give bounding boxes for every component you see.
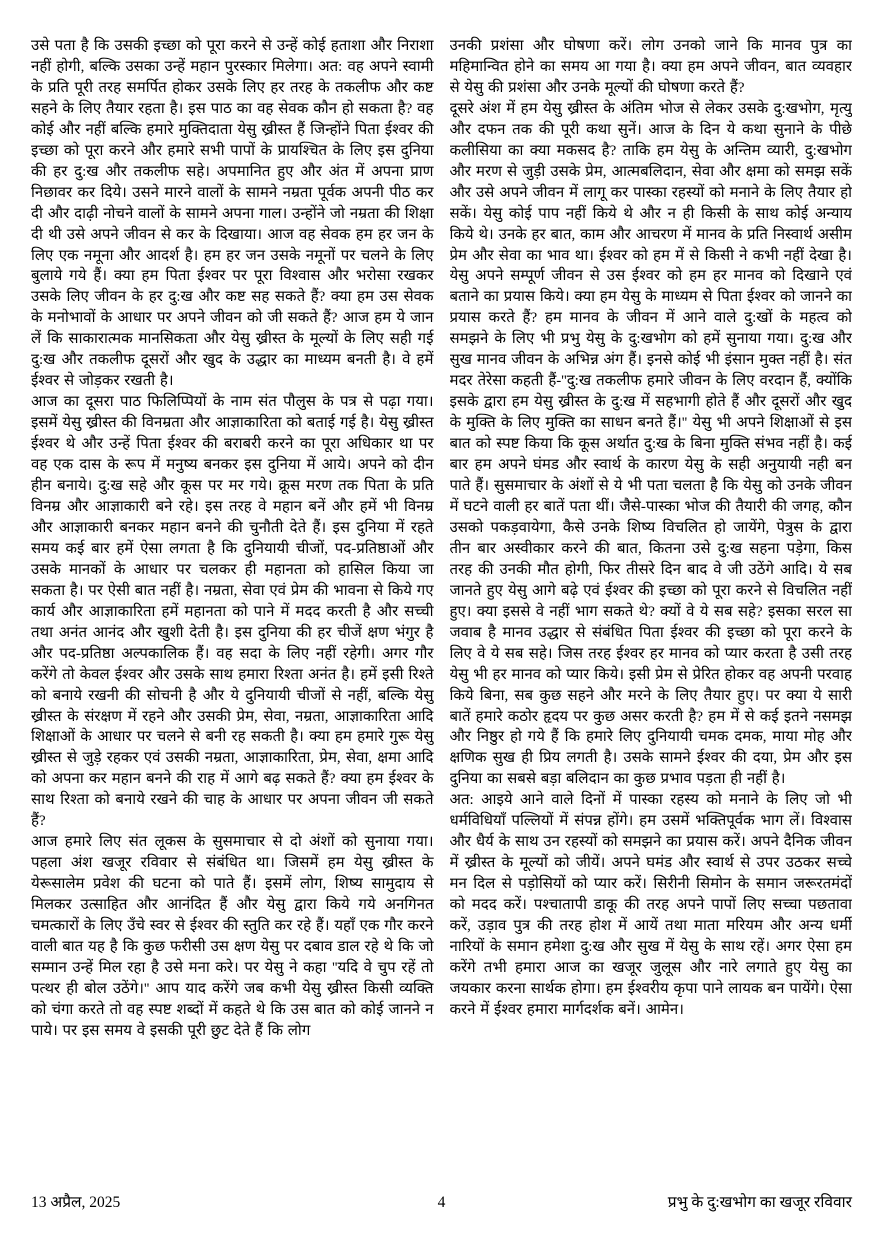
paragraph: उनकी प्रशंसा और घोषणा करें। लोग उनको जाने कि मानव पुत्र का महिमान्वित होने का समय आ गया है। क्या हम अपने जीवन, बात व्यवहार से येसु की प्रशंसा और उनके मूल्यों की घोषणा करते हैं? (449, 38, 852, 96)
paragraph: दूसरे अंश में हम येसु ख्रीस्त के अंतिम भोज से लेकर उसके दु:खभोग, मृत्यु और दफन तक की पूरी कथा सुनें। आज के दिन ये कथा सुनाने के पीछे कलीसिया का क्या मकसद है? ताकि हम येसु के अन्तिम व्यारी, दु:खभोग और मरण से जुड़ी उसके प्रेम, आत्मबलिदान, सेवा और क्षमा को समझ सकें और उसे अपने जीवन में लागू कर पास्का रहस्यों को मनाने के लिए तैयार हो सकें। येसु कोई पाप नहीं किये थे और न ही किसी के साथ कोई अन्याय किये थे। उनके हर बात, काम और आचरण में मानव के प्रति निस्वार्थ असीम प्रेम और सेवा का भाव था। ईश्वर को हम में से किसी ने कभी नहीं देखा है। येसु अपने सम्पूर्ण जीवन से उस ईश्वर को हम हर मानव को दिखाने एवं बताने का प्रयास किये। क्या हम येसु के माध्यम से पिता ईश्वर को जानने का प्रयास करते हैं? हम मानव के जीवन में आने वाले दु:खों के महत्व को समझने के लिए भी प्रभु येसु के दु:खभोग को हमें सुनाया गया। दु:ख और सुख मानव जीवन के अभिन्न अंग हैं। इनसे कोई भी इंसान मुक्त नहीं है। संत मदर तेरेसा कहती हैं-''दु:ख तकलीफ हमारे जीवन के लिए वरदान हैं, क्योंकि इसके द्वारा हम येसु ख्रीस्त के दु:ख में सहभागी होते हैं और दूसरों और खुद के मुक्ति के लिए मुक्ति का साधन बनते हैं।'' येसु भी अपने शिक्षाओं से इस बात को स्पष्ट किया कि कूस अर्थात दु:ख के बिना मुक्ति संभव नहीं है। कई बार हम अपने घंमड और स्वार्थ के कारण येसु के सही अनुयायी नही बन पाते हैं। सुसमाचार के अंशों से ये भी पता चलता है कि येसु को उनके जीवन में घटने वाली हर बातें पता थीं। जैसे-पास्का भोज की तैयारी की जगह, कौन उसको पकड़वायेगा, कैसे उनके शिष्य विचलित हो जायेंगे, पेत्रुस के द्वारा तीन बार अस्वीकार करने की बात, कितना उसे दु:ख सहना पड़ेगा, किस तरह की उनकी मौत होगी, फिर तीसरे दिन बाद वे जी उठेंगे आदि। ये सब जानते हुए येसु आगे बढ़े एवं ईश्वर की इच्छा को पूरा करने से विचलित नहीं हुए। क्या इससे वे नहीं भाग सकते थे? क्यों वे ये सब सहे? इसका सरल सा जवाब है मानव उद्धार से संबंधित पिता ईश्वर की इच्छा को पूरा करने के लिए वे ये सब सहे। जिस तरह ईश्वर हर मानव को प्यार करता है उसी तरह येसु भी हर मानव को प्यार किये। इसी प्रेम से प्रेरित होकर वह अपनी परवाह किये बिना, सब कुछ सहने और मरने के लिए तैयार हुए। पर क्या ये सारी बातें हमारे कठोर हृदय पर कुछ असर करती है? हम में से कई इतने नसमझ और निष्ठुर हो गये हैं कि हमारे लिए दुनियायी चमक दमक, माया मोह और क्षणिक सुख ही प्रिय लगती है। उसके सामने ईश्वर की दया, प्रेम और इस दुनिया का सबसे बड़ा बलिदान का कुछ प्रभाव पड़ता ही नहीं है। (449, 100, 852, 788)
paragraph: उसे पता है कि उसकी इच्छा को पूरा करने से उन्हें कोई हताशा और निराशा नहीं होगी, बल्कि उसका उन्हें महान पुरस्कार मिलेगा। अत: वह अपने स्वामी के प्रति पूरी तरह समर्पित होकर उसके लिए हर तरह के तकलीफ और कष्ट सहने के लिए तैयार रहता है। इस पाठ का वह सेवक कौन हो सकता है? वह कोई और नहीं बल्कि हमारे मुक्तिदाता येसु ख्रीस्त हैं जिन्होंने पिता ईश्वर की इच्छा को पूरा करने और हमारे सभी पापों के प्रायश्चित के लिए इस दुनिया की हर दु:ख और तकलीफ सहे। अपमानित हुए और अंत में अपना प्राण निछावर कर दिये। उसने मारने वालों के सामने नम्रता पूर्वक अपनी पीठ कर दी और दाढ़ी नोचने वालों के सामने अपना गाल। उन्होंने जो नम्रता की शिक्षा दी थी उसे अपने जीवन से कर के दिखाया। आज वह सेवक हम हर जन के लिए एक नमूना और आदर्श है। हम हर जन उसके नमूनों पर चलने के लिए बुलाये गये हैं। क्या हम पिता ईश्वर पर पूरा विश्वास और भरोसा रखकर उसके लिए जीवन के हर दु:ख और कष्ट सह सकते हैं? क्या हम उस सेवक के मनोभावों के आधार पर अपने जीवन को जी सकते हैं? आज हम ये जान लें कि साकारात्मक मानसिकता और येसु ख्रीस्त के मूल्यों के लिए सही गई दु:ख और तकलीफ दूसरों और खुद के उद्धार का माध्यम बनती है। वे हमें ईश्वर से जोड़कर रखती है। (31, 38, 434, 390)
footer-date: 13 अप्रैल, 2025 (31, 1194, 121, 1211)
text-columns (31, 36, 852, 1186)
page-number: 4 (437, 1194, 446, 1211)
right-column (450, 36, 853, 1186)
left-column (31, 36, 434, 1186)
page-footer (31, 1191, 852, 1215)
paragraph: अत: आइये आने वाले दिनों में पास्का रहस्य को मनाने के लिए जो भी धर्मविधियाँ पल्लियों में संपन्न होंगे। हम उसमें भक्तिपूर्वक भाग लें। विश्वास और धैर्य के साथ उन रहस्यों को समझने का प्रयास करें। अपने दैनिक जीवन में ख्रीस्त के मूल्यों को जीयें। अपने घमंड और स्वार्थ से उपर उठकर सच्चे मन दिल से पड़ोसियों को प्यार करें। सिरीनी सिमोन के समान जरूरतमंदों को मदद करें। पश्चातापी डाकू की तरह अपने पापों लिए सच्चा पछतावा करें, उड़ाव पुत्र की तरह होश में आयें तथा माता मरियम और अन्य धर्मी नारियों के समान हमेशा दु:ख और सुख में येसु के साथ रहें। अगर ऐसा हम करेंगे तभी हमारा आज का खजूर जुलूस और नारे लगाते हुए येसु का जयकार करना सार्थक होगा। हम ईश्वरीय कृपा पाने लायक बन पायेंगे। ऐसा करने में ईश्वर हमारा मार्गदर्शक बनें। आमेन। (449, 792, 852, 1018)
footer-title: प्रभु के दु:खभोग का खजूर रविवार (667, 1194, 852, 1211)
paragraph: आज हमारे लिए संत लूकस के सुसमाचार से दो अंशों को सुनाया गया। पहला अंश खजूर रविवार से संबंधित था। जिसमें हम येसु ख्रीस्त के येरूसालेम प्रवेश की घटना को पाते हैं। इसमें लोग, शिष्य सामुदाय से मिलकर उत्साहित और आनंदित हैं और येसु द्वारा किये गये अनगिनत चमत्कारों के लिए उँचे स्वर से ईश्वर की स्तुति कर रहे हैं। यहाँ एक गौर करने वाली बात यह है कि कुछ फरीसी उस क्षण येसु पर दबाव डाल रहे थे कि जो सम्मान उन्हें मिल रहा है उसे मना करे। पर येसु ने कहा ''यदि वे चुप रहें तो पत्थर ही बोल उठेंगे।'' आप याद करेंगे जब कभी येसु ख्रीस्त किसी व्यक्ति को चंगा करते तो वह स्पष्ट शब्दों में कहते थे कि उस बात को कोई जानने न पाये। पर इस समय वे इसकी पूरी छुट देते हैं कि लोग (31, 834, 434, 1039)
paragraph: आज का दूसरा पाठ फिलिप्पियों के नाम संत पौलुस के पत्र से पढ़ा गया। इसमें येसु ख्रीस्त की विनम्रता और आज्ञाकारिता को बताई गई है। येसु ख्रीस्त ईश्वर थे और उन्हें पिता ईश्वर की बराबरी करने का पूरा अधिकार था पर वह एक दास के रूप में मनुष्य बनकर इस दुनिया में आये। अपने को दीन हीन बनाये। दु:ख सहे और कूस पर मर गये। क्रूस मरण तक पिता के प्रति विनम्र और आज्ञाकारी बने रहे। इस तरह वे महान बनें और हमें भी विनम्र और आज्ञाकारी बनकर महान बनने की चुनौती देते हैं। इस दुनिया में रहते समय कई बार हमें ऐसा लगता है कि दुनियायी चीजों, पद-प्रतिष्ठाओं और उसके मानकों के आधार पर चलकर ही महानता को हासिल किया जा सकता है। पर ऐसी बात नहीं है। नम्रता, सेवा एवं प्रेम की भावना से किये गए कार्य और आज्ञाकारिता हमें महानता को पाने में मदद करती है और सच्ची तथा अनंत आनंद और खुशी देती है। इस दुनिया की हर चीजें क्षण भंगुर है और पद-प्रतिष्ठा अल्पकालिक हैं। वह सदा के लिए नहीं रहेगी। अगर गौर करेंगे तो केवल ईश्वर और उसके साथ हमारा रिश्ता अनंत है। हमें इसी रिश्ते को बनाये रखनी की सोचनी है और ये दुनियायी चीजों से नहीं, बल्कि येसु ख्रीस्त के संरक्षण में रहने और उसकी प्रेम, सेवा, नम्रता, आज्ञाकारिता आदि शिक्षाओं के आधार पर चलने से बनी रह सकती है। क्या हम हमारे गुरू येसु ख्रीस्त से जुड़े रहकर एवं उसकी नम्रता, आज्ञाकारिता, प्रेम, सेवा, क्षमा आदि को अपना कर महान बनने की राह में आगे बढ़ सकते हैं? क्या हम ईश्वर के साथ रिश्ता को बनाये रखने की चाह के आधार पर अपना जीवन जी सकते हैं? (31, 394, 434, 830)
